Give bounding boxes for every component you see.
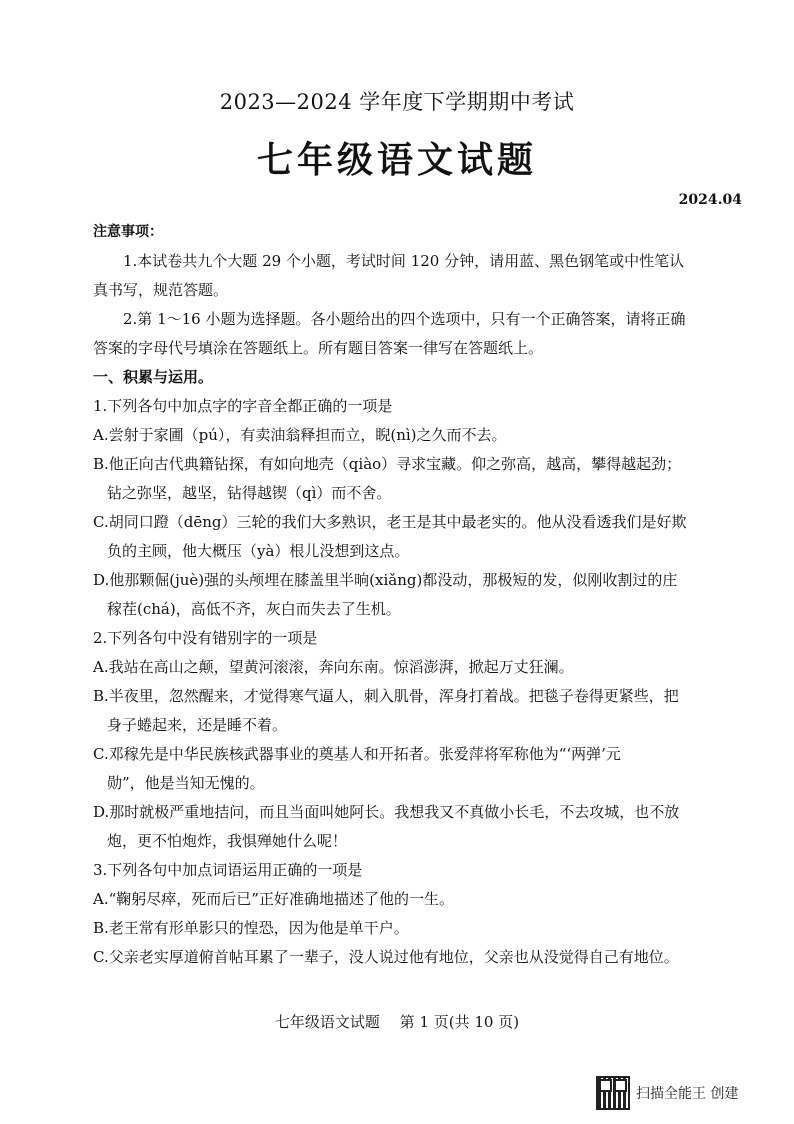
question-2-option-c: C.邓稼先是中华民族核武器事业的奠基人和开拓者。张爱萍将军称他为“‘两弹’元 (93, 745, 621, 763)
notice-item-2-cont: 答案的字母代号填涂在答题纸上。所有题目答案一律写在答题纸上。 (93, 339, 544, 357)
question-1-option-c-cont: 负的主顾，他大概压（yà）根儿没想到这点。 (107, 542, 410, 560)
question-2-option-d: D.那时就极严重地拮问，而且当面叫她阿长。我想我又不真做小长毛，不去攻城，也不放 (93, 803, 680, 821)
notice-item-2: 2.第 1～16 小题为选择题。各小题给出的四个选项中，只有一个正确答案，请将正确 (123, 310, 686, 328)
question-2-option-c-cont: 勋”，他是当知无愧的。 (107, 774, 265, 792)
scanner-watermark (596, 1076, 738, 1110)
question-2-option-b-cont: 身子蜷起来，还是睡不着。 (107, 716, 288, 734)
notice-item-1-cont: 真书写，规范答题。 (93, 281, 229, 299)
exam-title: 2023—2024 学年度下学期期中考试 (219, 90, 575, 114)
question-1-option-d: D.他那颗倔(juè)强的头颅埋在膝盖里半晌(xiǎng)都没动，那极短的发，似刚收割过的庄 (93, 571, 678, 589)
subject-title: 七年级语文试题 (256, 139, 537, 181)
question-1-option-b-cont: 钻之弥坚，越坚，钻得越锲（qì）而不舍。 (107, 484, 392, 502)
question-2-option-b: B.半夜里，忽然醒来，才觉得寒气逼人，刺入肌骨，浑身打着战。把毯子卷得更紧些，把 (93, 687, 679, 705)
question-3-option-b: B.老王常有形单影只的惶恐，因为他是单干户。 (93, 919, 409, 937)
question-3-option-a: A.“鞠躬尽瘁，死而后已”正好准确地描述了他的一生。 (93, 890, 454, 908)
section-title: 一、积累与运用。 (93, 368, 214, 386)
question-2-option-a: A.我站在高山之颠，望黄河滚滚，奔向东南。惊滔澎湃，掀起万丈狂澜。 (93, 658, 574, 676)
page-footer: 七年级语文试题 第 1 页(共 10 页) (274, 1013, 520, 1031)
notice-item-1: 1.本试卷共九个大题 29 个小题，考试时间 120 分钟，请用蓝、黑色钢笔或中性笔认 (123, 252, 685, 270)
question-1-option-c: C.胡同口蹬（dēng）三轮的我们大多熟识，老王是其中最老实的。他从没看透我们是好欺 (93, 513, 687, 531)
exam-content (93, 218, 718, 972)
question-2-stem: 2.下列各句中没有错别字的一项是 (93, 629, 318, 647)
exam-date: 2024.04 (678, 192, 742, 208)
question-1-stem: 1.下列各句中加点字的字音全都正确的一项是 (93, 397, 393, 415)
question-3-stem: 3.下列各句中加点词语运用正确的一项是 (93, 861, 363, 879)
notice-heading: 注意事项： (93, 224, 163, 240)
question-1-option-b: B.他正向古代典籍钻探，有如向地壳（qiào）寻求宝藏。仰之弥高，越高，攀得越起劲； (93, 455, 682, 473)
question-2-option-d-cont: 炮，更不怕炮炸，我惧殚她什么呢！ (107, 832, 348, 850)
question-3-option-c: C.父亲老实厚道俯首帖耳累了一辈子，没人说过他有地位，父亲也从没觉得自己有地位。 (93, 948, 679, 966)
question-1-option-a: A.尝射于家圃（pú），有卖油翁释担而立，睨(nì)之久而不去。 (93, 426, 507, 444)
watermark-text: 扫描全能王 创建 (636, 1086, 739, 1102)
qr-code-icon (596, 1076, 630, 1110)
question-1-option-d-cont: 稼茬(chá)，高低不齐，灰白而失去了生机。 (107, 600, 401, 618)
